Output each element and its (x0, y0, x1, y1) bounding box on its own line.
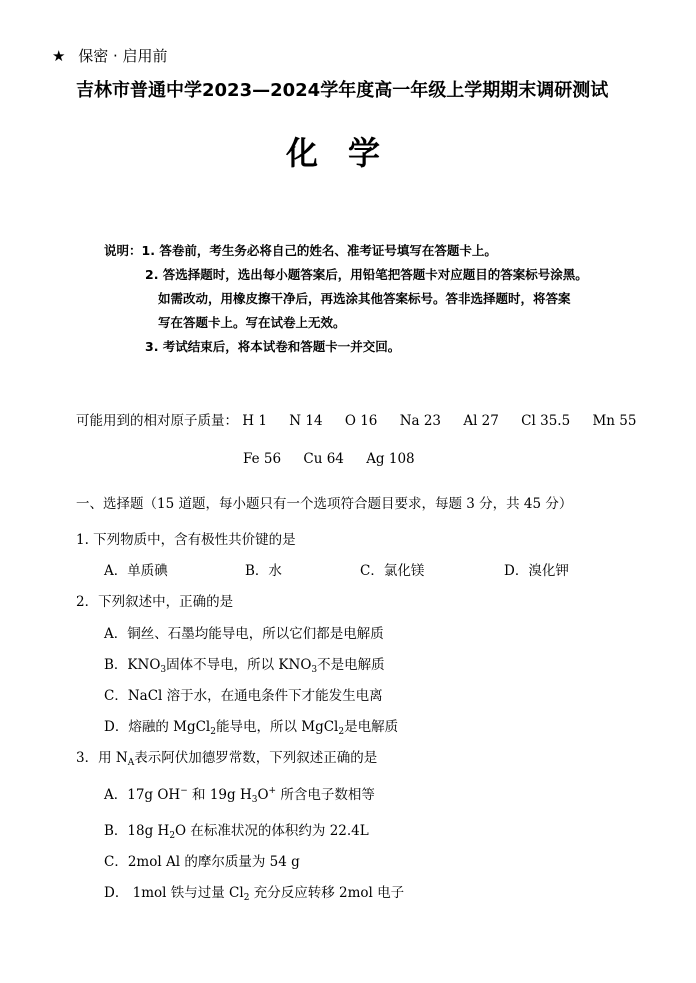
q2-option-c: C．NaCl 溶于水，在通电条件下才能发生电离 (104, 688, 383, 704)
confidential-text: 保密 · 启用前 (78, 47, 168, 65)
q3-option-c: C．2mol Al 的摩尔质量为 54 g (104, 854, 300, 870)
atomic-mass: Na 23 (399, 413, 442, 429)
q1-option-b: B．水 (245, 563, 282, 579)
question-2-stem: 2．下列叙述中，正确的是 (76, 594, 234, 610)
instruction-text-1: 1. 答卷前，考生务必将自己的姓名、准考证号填写在答题卡上。 (141, 243, 497, 258)
atomic-mass: Mn 55 (592, 413, 637, 429)
q2-option-b: B．$KNO_3$固体不导电，所以 $KNO_3$不是电解质 (104, 657, 385, 675)
atomic-mass: H 1 (242, 413, 267, 429)
atomic-mass: Al 27 (463, 413, 499, 429)
atomic-mass: Fe 56 (243, 451, 282, 467)
q2-option-a: A．铜丝、石墨均能导电，所以它们都是电解质 (104, 626, 384, 642)
instruction-text-2a: 2. 答选择题时，选出每小题答案后，用铅笔把答题卡对应题目的答案标号涂黑。 (145, 267, 588, 282)
atomic-mass: Cl 35.5 (521, 413, 571, 429)
atomic-mass-label: 可能用到的相对原子质量： (76, 413, 238, 429)
atomic-mass: Cu 64 (303, 451, 344, 467)
q1-option-a: A．单质碘 (104, 563, 168, 579)
q3-option-d: D． 1mol 铁与过量 $Cl_2$ 充分反应转移 2mol 电子 (104, 885, 405, 903)
q2-option-d: D．熔融的 MgCl$_2$能导电，所以 MgCl$_2$是电解质 (104, 719, 399, 737)
q3-option-b: B．18g $H_2O$ 在标准状况的体积约为 22.4L (104, 823, 369, 841)
instruction-text-3: 3. 考试结束后，将本试卷和答题卡一并交回。 (145, 339, 401, 354)
q3-option-a: A．17g OH− 和 19g $H_3O^+$ 所含电子数相等 (104, 786, 375, 805)
q1-option-c: C．氯化镁 (360, 563, 425, 579)
section-heading: 一、选择题（15 道题，每小题只有一个选项符合题目要求，每题 3 分，共 45 分） (76, 496, 573, 512)
question-1-stem: 1. 下列物质中，含有极性共价键的是 (76, 532, 296, 548)
q1-option-d: D．溴化钾 (504, 563, 569, 579)
star-icon: ★ (52, 47, 66, 65)
atomic-mass-row-1 (76, 409, 654, 429)
instructions-item1 (104, 241, 497, 259)
instructions-lead: 说明： (104, 243, 142, 258)
atomic-mass: Ag 108 (366, 451, 415, 467)
instruction-text-2c: 写在答题卡上。写在试卷上无效。 (158, 315, 346, 330)
subject-title: 化学 (285, 134, 410, 172)
exam-title: 吉林市普通中学2023—2024学年度高一年级上学期期末调研测试 (76, 80, 609, 101)
atomic-mass: O 16 (344, 413, 378, 429)
confidential-label (52, 45, 168, 66)
question-3-stem: 3．用 $N_A$表示阿伏加德罗常数，下列叙述正确的是 (76, 750, 378, 768)
instruction-text-2b: 如需改动，用橡皮擦干净后，再选涂其他答案标号。答非选择题时，将答案 (158, 291, 571, 306)
atomic-mass: N 14 (289, 413, 323, 429)
atomic-mass-row-2 (243, 451, 433, 467)
